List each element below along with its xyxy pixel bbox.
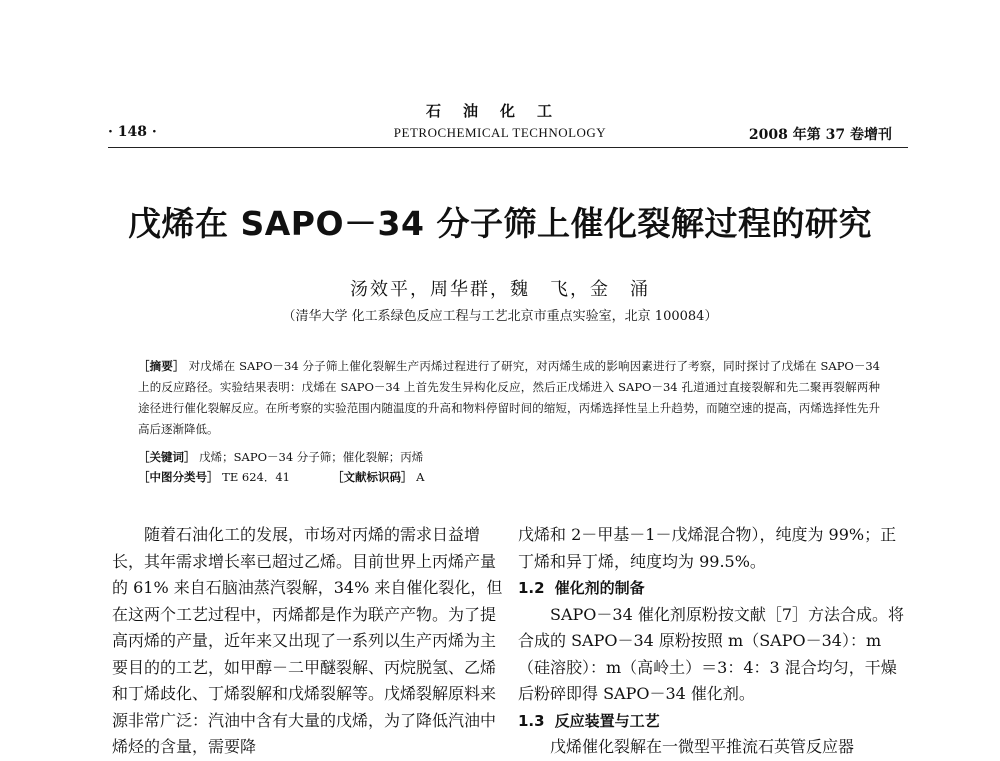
classification-label: ［中图分类号］ bbox=[138, 470, 219, 484]
keywords-text: 戊烯；SAPO－34 分子筛；催化裂解；丙烯 bbox=[199, 450, 424, 464]
abstract bbox=[138, 356, 880, 440]
document-code bbox=[332, 469, 424, 485]
section-number: 1.2 bbox=[518, 579, 545, 597]
body-paragraph: 戊烯催化裂解在一微型平推流石英管反应器 bbox=[550, 737, 855, 756]
author-list: 汤效平，周华群，魏 飞，金 涌 bbox=[350, 279, 650, 300]
keywords-label: ［关键词］ bbox=[138, 450, 196, 464]
section-number: 1.3 bbox=[518, 711, 545, 730]
section-heading-1-3 bbox=[518, 708, 910, 735]
paper-title: 戊烯在 SAPO－34 分子筛上催化裂解过程的研究 bbox=[128, 204, 872, 243]
classification-number bbox=[138, 469, 290, 485]
section-heading-1-2 bbox=[518, 575, 910, 602]
abstract-label: ［摘要］ bbox=[138, 359, 185, 373]
section-title: 催化剂的制备 bbox=[554, 579, 645, 597]
page-number: · 148 · bbox=[108, 124, 157, 140]
body-left-column bbox=[112, 522, 504, 761]
body-paragraph: 戊烯和 2－甲基－1－戊烯混合物），纯度为 99%；正丁烯和异丁烯，纯度均为 99.5%。 bbox=[518, 525, 897, 571]
issue-info: 2008 年第 37 卷增刊 bbox=[748, 127, 892, 143]
keywords bbox=[138, 449, 423, 465]
classification-text: TE 624．41 bbox=[222, 470, 290, 484]
abstract-text: 对戊烯在 SAPO－34 分子筛上催化裂解生产丙烯过程进行了研究，对丙烯生成的影响因素进行了考察，同时探讨了戊烯在 SAPO－34 上的反应路径。实验结果表明：戊烯在 SAPO－34 上首先发生异构化反应，然后正戊烯进入 SAPO－34 孔道通过直接裂解和先二聚再裂解两种途径进行催化裂解反应。在所考察的实验范围内随温度的升高和物料停留时间的缩短，丙烯选择性呈上升趋势，而随空速的提高，丙烯选择性先升高后逐渐降低。 bbox=[138, 359, 880, 436]
header-rule bbox=[108, 147, 908, 148]
document-code-label: ［文献标识码］ bbox=[332, 470, 413, 484]
journal-name-cn: 石油化工 bbox=[425, 102, 574, 120]
body-right-column bbox=[518, 522, 910, 761]
body-paragraph: 随着石油化工的发展，市场对丙烯的需求日益增长，其年需求增长率已超过乙烯。目前世界上丙烯产量的 61% 来自石脑油蒸汽裂解，34% 来自催化裂化，但在这两个工艺过程中，丙烯都是作为联产产物。为了提高丙烯的产量，近年来又出现了一系列以生产丙烯为主要目的的工艺，如甲醇－二甲醚裂解、丙烷脱氢、乙烯和丁烯歧化、丁烯裂解和戊烯裂解等。戊烯裂解原料来源非常广泛：汽油中含有大量的戊烯，为了降低汽油中烯烃的含量，需要降 bbox=[112, 525, 503, 756]
affiliation: （清华大学 化工系绿色反应工程与工艺北京市重点实验室，北京 100084） bbox=[282, 309, 718, 324]
journal-name-en: PETROCHEMICAL TECHNOLOGY bbox=[393, 125, 607, 140]
document-code-text: A bbox=[416, 470, 425, 484]
section-title: 反应装置与工艺 bbox=[554, 711, 660, 730]
body-paragraph: SAPO－34 催化剂原粉按文献［7］方法合成。将合成的 SAPO－34 原粉按照 m（SAPO－34）：m（硅溶胶）：m（高岭土）＝3：4：3 混合均匀，干燥后粉碎即得 SAPO－34 催化剂。 bbox=[518, 604, 905, 703]
